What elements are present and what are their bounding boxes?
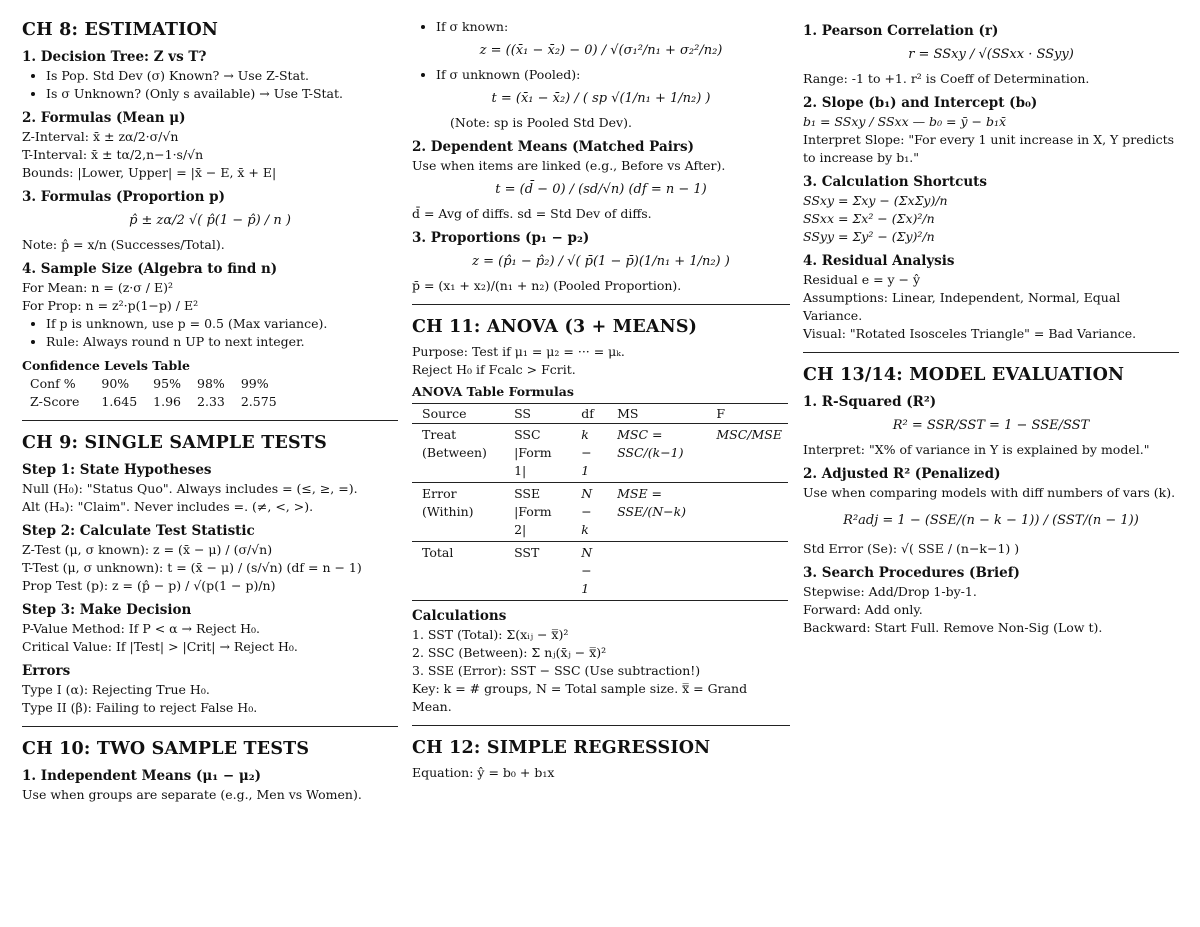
column-header: Source [412, 404, 504, 424]
table-cell: Conf % [30, 376, 76, 391]
r-range: Range: -1 to +1. r² is Coeff of Determination. [803, 71, 1090, 86]
table-cell: Z-Score [30, 394, 80, 409]
backward: Backward: Start Full. Remove Non-Sig (Low t). [803, 620, 1103, 635]
alt-hypothesis: Alt (Hₐ): "Claim". Never includes =. (≠, <, >). [22, 499, 314, 514]
table-cell: 2.33 [197, 394, 225, 409]
anova-purpose: Purpose: Test if μ₁ = μ₂ = ··· = μₖ. [412, 344, 625, 359]
table-cell: Total [412, 542, 504, 601]
sample-size-mean: For Mean: n = (z·σ / E)² [22, 280, 173, 295]
calc-sse: 3. SSE (Error): SST − SSC (Use subtraction!) [412, 663, 701, 678]
confidence-table [30, 375, 293, 411]
ssyy-formula: SSyy = Σy² − (Σy)²/n [803, 229, 935, 244]
type-1-error: Type I (α): Rejecting True H₀. [22, 682, 210, 697]
sample-size-prop: For Prop: n = z²·p(1−p) / E² [22, 298, 199, 313]
ch8-s1-head: 1. Decision Tree: Z vs T? [22, 49, 207, 65]
ssxx-formula: SSxx = Σx² − (Σx)²/n [803, 211, 935, 226]
list-item: • Is Pop. Std Dev (σ) Known? → Use Z-Stat. [46, 67, 398, 85]
column-header: MS [607, 404, 706, 424]
proportions-head: 3. Proportions (p₁ − p₂) [412, 230, 590, 246]
pbar-note: p̄ = (x₁ + x₂)/(n₁ + n₂) (Pooled Proportion). [412, 278, 682, 293]
p-value-method: P-Value Method: If P < α → Reject H₀. [22, 621, 260, 636]
z-test: Z-Test (μ, σ known): z = (x̄ − μ) / (σ/√n) [22, 542, 273, 557]
table-cell: 90% [101, 376, 130, 391]
bounds: Bounds: |Lower, Upper| = |x̄ − E, x̄ + E| [22, 165, 277, 180]
assumptions: Assumptions: Linear, Independent, Normal, Equal Variance. [803, 290, 1121, 323]
prop-test: Prop Test (p): z = (p̂ − p) / √(p(1 − p)/n) [22, 578, 276, 593]
residual-head: 4. Residual Analysis [803, 253, 955, 269]
divider [412, 304, 790, 305]
table-cell: MSC = SSC/(k−1) [607, 424, 706, 483]
visual-note: Visual: "Rotated Isosceles Triangle" = Bad Variance. [803, 326, 1137, 341]
ch9-step3: Step 3: Make Decision [22, 602, 192, 618]
t-dependent-formula: t = (d̄ − 0) / (sd/√n) (df = n − 1) [495, 182, 707, 197]
slope-formula: b₁ = SSxy / SSxx — b₀ = ȳ − b₁x̄ [803, 114, 1007, 129]
residual-def: Residual e = y − ŷ [803, 272, 921, 287]
shortcuts-head: 3. Calculation Shortcuts [803, 174, 987, 190]
r-squared-head: 1. R-Squared (R²) [803, 394, 937, 410]
pooled-note: (Note: sp is Pooled Std Dev). [450, 115, 632, 130]
ch13-title: CH 13/14: MODEL EVALUATION [803, 365, 1125, 385]
table-cell: 2.575 [240, 394, 277, 409]
table-cell: 1.645 [101, 394, 138, 409]
adjusted-r2-head: 2. Adjusted R² (Penalized) [803, 466, 1001, 482]
column-header: df [571, 404, 607, 424]
anova-reject: Reject H₀ if Fcalc > Fcrit. [412, 362, 576, 377]
search-procedures-head: 3. Search Procedures (Brief) [803, 565, 1020, 581]
ch9-step1: Step 1: State Hypotheses [22, 462, 212, 478]
column-header: F [706, 404, 788, 424]
table-cell [706, 483, 788, 542]
table-cell: N − 1 [571, 542, 607, 601]
table-row [30, 393, 293, 411]
r-squared-interpret: Interpret: "X% of variance in Y is explained by model." [803, 442, 1150, 457]
column-header: SS [504, 404, 571, 424]
anova-key: Key: k = # groups, N = Total sample size. x̿ = Grand Mean. [412, 681, 748, 714]
interpret-slope: Interpret Slope: "For every 1 unit increase in X, Y predicts to increase by b₁." [803, 132, 1175, 165]
null-hypothesis: Null (H₀): "Status Quo". Always includes = (≤, ≥, =). [22, 481, 358, 496]
errors-head: Errors [22, 663, 71, 679]
calculations-head: Calculations [412, 608, 507, 624]
ch8-s1-list [22, 67, 398, 103]
table-row [412, 483, 788, 542]
forward: Forward: Add only. [803, 602, 923, 617]
table-row [412, 424, 788, 483]
type-2-error: Type II (β): Failing to reject False H₀. [22, 700, 258, 715]
stepwise: Stepwise: Add/Drop 1-by-1. [803, 584, 977, 599]
r-formula: r = SSxy / √(SSxx · SSyy) [908, 47, 1074, 62]
table-row [30, 375, 293, 393]
table-cell: SSC |Form 1| [504, 424, 571, 483]
divider [803, 352, 1179, 353]
column-1 [22, 18, 398, 804]
anova-table-head: ANOVA Table Formulas [412, 384, 574, 399]
ch12-title: CH 12: SIMPLE REGRESSION [412, 738, 711, 758]
table-cell: Error (Within) [412, 483, 504, 542]
calc-sst: 1. SST (Total): Σ(xᵢⱼ − x̿)² [412, 627, 569, 642]
z-two-sample-formula: z = ((x̄₁ − x̄₂) − 0) / √(σ₁²/n₁ + σ₂²/n₂) [479, 43, 723, 58]
ch8-s4-list [22, 315, 398, 351]
list-item: • Is σ Unknown? (Only s available) → Use T-Stat. [46, 85, 398, 103]
table-cell [706, 542, 788, 601]
anova-table [412, 403, 788, 601]
std-error: Std Error (Se): √( SSE / (n−k−1) ) [803, 541, 1020, 556]
t-test: T-Test (μ, σ unknown): t = (x̄ − μ) / (s/√n) (df = n − 1) [22, 560, 362, 575]
ssxy-formula: SSxy = Σxy − (ΣxΣy)/n [803, 193, 948, 208]
dependent-means-text: Use when items are linked (e.g., Before vs After). [412, 158, 726, 173]
table-cell: 1.96 [153, 394, 182, 409]
table-cell: MSC/MSE [706, 424, 788, 483]
list-item: • Rule: Always round n UP to next integer. [46, 333, 398, 351]
table-cell: k − 1 [571, 424, 607, 483]
adjusted-r2-text: Use when comparing models with diff numbers of vars (k). [803, 485, 1176, 500]
dependent-means-head: 2. Dependent Means (Matched Pairs) [412, 139, 694, 155]
table-row [412, 542, 788, 601]
ch8-s2-head: 2. Formulas (Mean μ) [22, 110, 186, 126]
sigma-unknown-list [412, 66, 790, 84]
prop-interval-formula: p̂ ± zα/2 √( p̂(1 − p̂) / n ) [129, 213, 291, 228]
column-3 [803, 18, 1179, 637]
adjusted-r2-formula: R²adj = 1 − (SSE/(n − k − 1)) / (SST/(n − 1)) [843, 513, 1139, 528]
z-interval: Z-Interval: x̄ ± zα/2·σ/√n [22, 129, 179, 144]
column-2 [412, 18, 790, 782]
table-cell: 98% [197, 376, 225, 391]
slope-intercept-head: 2. Slope (b₁) and Intercept (b₀) [803, 95, 1038, 111]
t-pooled-formula: t = (x̄₁ − x̄₂) / ( sp √(1/n₁ + 1/n₂) ) [491, 91, 711, 106]
table-cell: N − k [571, 483, 607, 542]
ch10-title: CH 10: TWO SAMPLE TESTS [22, 739, 310, 759]
divider [22, 420, 398, 421]
table-cell: 99% [240, 376, 269, 391]
table-cell: SSE |Form 2| [504, 483, 571, 542]
table-cell [607, 542, 706, 601]
divider [22, 726, 398, 727]
z-two-prop-formula: z = (p̂₁ − p̂₂) / √( p̄(1 − p̄)(1/n₁ + 1/n₂) ) [472, 254, 730, 269]
table-cell: MSE = SSE/(N−k) [607, 483, 706, 542]
table-header-row [412, 404, 788, 424]
table-cell: Treat (Between) [412, 424, 504, 483]
prop-note: Note: p̂ = x/n (Successes/Total). [22, 237, 225, 252]
ch8-title: CH 8: ESTIMATION [22, 20, 219, 40]
list-item: • If p is unknown, use p = 0.5 (Max variance). [46, 315, 398, 333]
ch10-s1-text: Use when groups are separate (e.g., Men vs Women). [22, 787, 362, 802]
conf-table-head: Confidence Levels Table [22, 358, 190, 373]
pearson-head: 1. Pearson Correlation (r) [803, 23, 999, 39]
divider [412, 725, 790, 726]
ch10-s1-head: 1. Independent Means (μ₁ − μ₂) [22, 768, 262, 784]
sigma-known-list [412, 18, 790, 36]
ch8-s3-head: 3. Formulas (Proportion p) [22, 189, 225, 205]
critical-value-method: Critical Value: If |Test| > |Crit| → Reject H₀. [22, 639, 298, 654]
ch11-title: CH 11: ANOVA (3 + MEANS) [412, 317, 698, 337]
t-interval: T-Interval: x̄ ± tα/2,n−1·s/√n [22, 147, 204, 162]
list-item: • If σ unknown (Pooled): [436, 66, 790, 84]
ch9-title: CH 9: SINGLE SAMPLE TESTS [22, 433, 327, 453]
table-cell: 95% [153, 376, 181, 391]
regression-equation: Equation: ŷ = b₀ + b₁x [412, 765, 555, 780]
ch9-step2: Step 2: Calculate Test Statistic [22, 523, 255, 539]
ch8-s4-head: 4. Sample Size (Algebra to find n) [22, 261, 278, 277]
dbar-note: d̄ = Avg of diffs. sd = Std Dev of diffs. [412, 206, 652, 221]
table-cell: SST [504, 542, 571, 601]
r-squared-formula: R² = SSR/SST = 1 − SSE/SST [892, 418, 1090, 433]
list-item: • If σ known: [436, 18, 790, 36]
calc-ssc: 2. SSC (Between): Σ nⱼ(x̄ⱼ − x̿)² [412, 645, 607, 660]
